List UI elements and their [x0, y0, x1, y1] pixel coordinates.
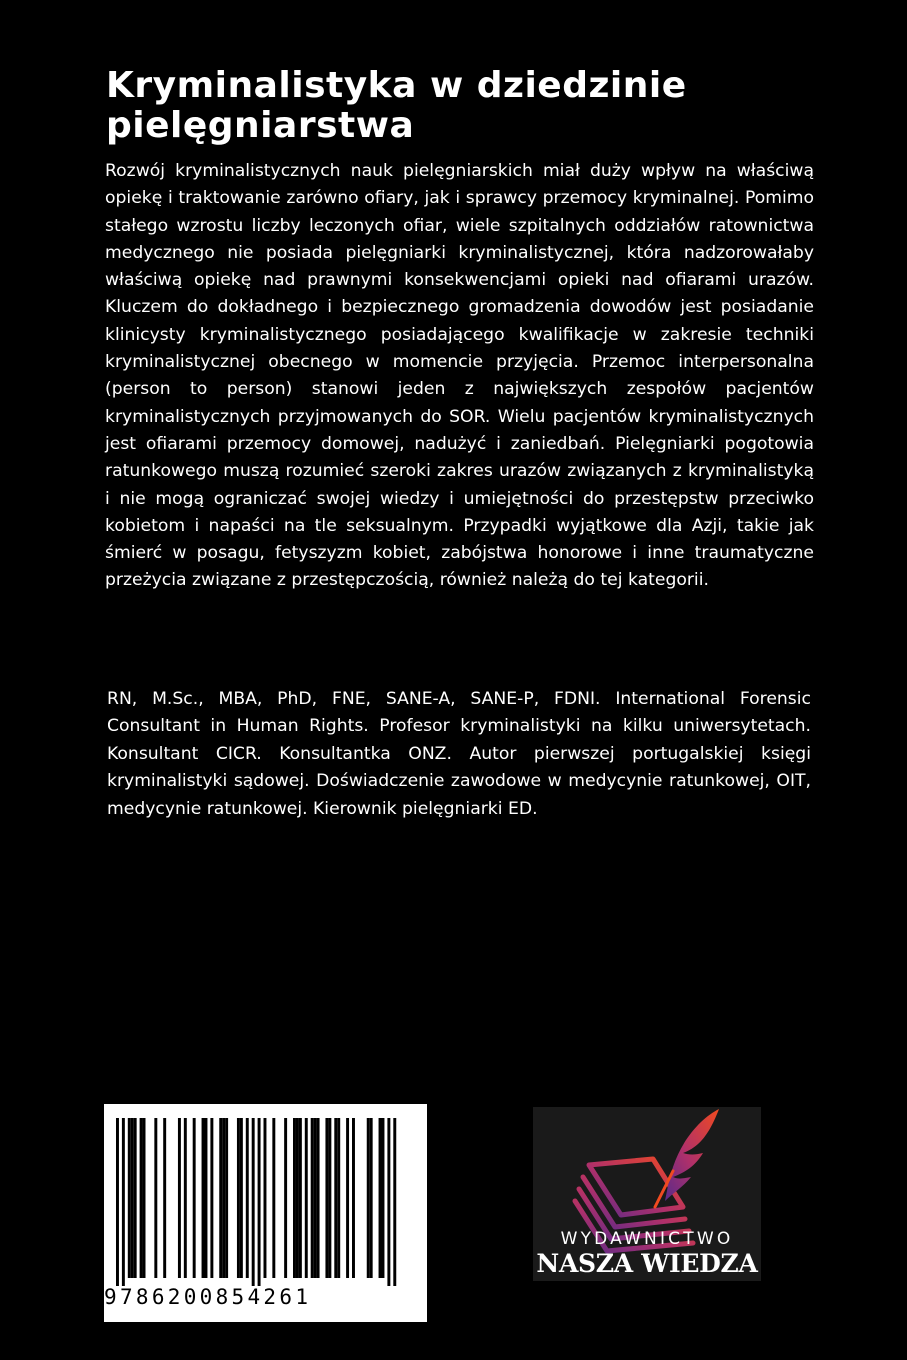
barcode-bar: [131, 1118, 134, 1278]
barcode-bar: [246, 1118, 249, 1278]
barcode-bar: [293, 1118, 296, 1278]
barcode-bar: [314, 1118, 317, 1278]
barcode-bar: [370, 1118, 373, 1278]
barcode-bar: [305, 1118, 308, 1278]
barcode-bar: [163, 1118, 166, 1278]
barcode-bar: [328, 1118, 331, 1278]
barcode-bar: [240, 1118, 243, 1278]
barcode-bar: [334, 1118, 337, 1278]
author-bio: RN, M.Sc., MBA, PhD, FNE, SANE-A, SANE-P, FDNI. International Forensic Consultant in Human Rights. Profesor kryminalistyki na kilku uniwersytetach. Konsultant CICR. Konsultantka ONZ. Autor pierwszej portugalskiej księgi kryminalistyki sądowej. Doświadczenie zawodowe w medycynie ratunkowej, OIT, medycynie ratunkowej. Kierownik pielęgniarki ED.: [107, 689, 811, 819]
barcode-bar: [264, 1118, 267, 1278]
barcode-bar: [299, 1118, 302, 1278]
barcode-bar: [311, 1118, 314, 1278]
barcode-bar: [202, 1118, 205, 1278]
barcode-bar: [346, 1118, 349, 1278]
barcode-bar: [382, 1118, 385, 1278]
barcode-bar: [387, 1118, 390, 1286]
barcode-bar: [367, 1118, 370, 1278]
isbn-barcode: [104, 1104, 427, 1322]
barcode-bar: [154, 1118, 157, 1278]
barcode-bar: [393, 1118, 396, 1286]
barcode-bar: [128, 1118, 131, 1278]
barcode-bar: [379, 1118, 382, 1278]
barcode-bar: [205, 1118, 208, 1278]
barcode-bar: [317, 1118, 320, 1278]
barcode-bar: [272, 1118, 275, 1278]
book-description: Rozwój kryminalistycznych nauk pielęgniarskich miał duży wpływ na właściwą opiekę i traktowanie zarówno ofiary, jak i sprawcy przemocy kryminalnej. Pomimo stałego wzrostu liczby leczonych ofiar, wiele szpitalnych oddziałów ratownictwa medycznego nie posiada pielęgniarki kryminalistycznej, która nadzorowałaby właściwą opiekę nad prawnymi konsekwencjami opieki nad ofiarami urazów. Kluczem do dokładnego i bezpiecznego gromadzenia dowodów jest posiadanie klinicysty kryminalistycznego posiadającego kwalifikacje w zakresie techniki kryminalistycznej obecnego w momencie przyjęcia. Przemoc interpersonalna (person to person) stanowi jeden z największych zespołów pacjentów kryminalistycznych przyjmowanych do SOR. Wielu pacjentów kryminalistycznych jest ofiarami przemocy domowej, nadużyć i zaniedbań. Pielęgniarki pogotowia ratunkowego muszą rozumieć szeroki zakres urazów związanych z kryminalistyką i nie mogą ograniczać swojej wiedzy i umiejętności do przestępstw przeciwko kobietom i napaści na tle seksualnym. Przypadki wyjątkowe dla Azji, takie jak śmierć w posagu, fetyszyzm kobiet, zabójstwa honorowe i inne traumatyczne przeżycia związane z przestępczością, również należą do tej kategorii.: [105, 161, 814, 591]
barcode-bar: [134, 1118, 137, 1278]
barcode-bar: [116, 1118, 119, 1286]
publisher-prefix: WYDAWNICTWO: [560, 1229, 734, 1249]
barcode-bar: [225, 1118, 228, 1278]
barcode-bar: [258, 1118, 261, 1286]
barcode-bar: [337, 1118, 340, 1278]
barcode-bar: [193, 1118, 196, 1278]
barcode-bar: [143, 1118, 146, 1278]
isbn-number: 9786200854261: [104, 1285, 312, 1309]
publisher-name: NASZA WIEDZA: [536, 1249, 758, 1278]
barcode-bar: [252, 1118, 255, 1286]
barcode-bar: [122, 1118, 125, 1286]
barcode-bar: [178, 1118, 181, 1278]
barcode-bar: [210, 1118, 213, 1278]
barcode-bar: [296, 1118, 299, 1278]
barcode-bar: [284, 1118, 287, 1278]
barcode-bar: [184, 1118, 187, 1278]
barcode-bar: [219, 1118, 222, 1278]
publisher-logo: [533, 1107, 761, 1281]
book-title: Kryminalistyka w dziedzinie pielęgniarstwa: [106, 65, 687, 146]
barcode-bar: [222, 1118, 225, 1278]
barcode-bar: [352, 1118, 355, 1278]
barcode-bar: [140, 1118, 143, 1278]
barcode-bar: [237, 1118, 240, 1278]
barcode-bar: [325, 1118, 328, 1278]
